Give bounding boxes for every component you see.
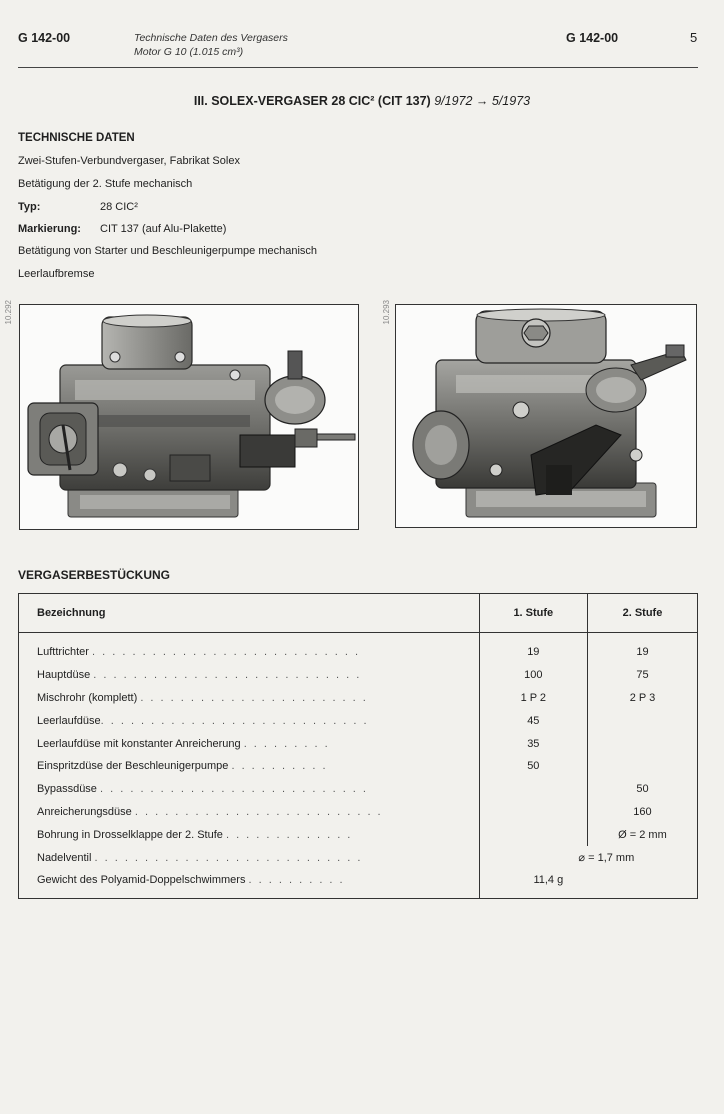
table-row: [19, 664, 698, 687]
row-stage2-value: [587, 755, 697, 778]
table-row: [19, 732, 698, 755]
carburetor-photo-right: [395, 304, 697, 528]
row-stage1-value: 35: [479, 732, 587, 755]
row-label: Anreicherungsdüse: [37, 805, 132, 818]
row-stage1-value: [479, 823, 587, 846]
row-label: Bohrung in Drosselklappe der 2. Stufe: [37, 828, 223, 841]
row-label: Gewicht des Polyamid-Doppelschwimmers: [37, 874, 246, 887]
row-label: Hauptdüse: [37, 669, 91, 682]
header-subtitle: [134, 31, 288, 59]
row-stage2-value: 2 P 3: [629, 691, 656, 704]
header-subtitle-line2: Motor G 10 (1.015 cm³): [134, 46, 244, 58]
row-name: Bypassdüse . . . . . . . . . . . . . . . . . . . . . . . . . . .: [19, 778, 480, 801]
tech-line-4: Leerlaufbremse: [18, 268, 95, 280]
row-stage2-value: Ø = 2 mm: [618, 828, 667, 841]
table-header-row: [19, 594, 698, 633]
column-header-stage1: 1. Stufe: [479, 594, 587, 633]
table-row: [19, 869, 698, 898]
row-stage1-value: 1 P 2: [479, 687, 587, 710]
table-row: [19, 778, 698, 801]
markierung-label: Markierung:: [18, 223, 81, 235]
tech-data-heading: TECHNISCHE DATEN: [18, 132, 135, 144]
carburetor-illustration-right: [396, 305, 696, 527]
markierung-value: CIT 137 (auf Alu-Plakette): [100, 223, 227, 235]
row-stage1-value: 50: [479, 755, 587, 778]
row-label: Lufttrichter: [37, 646, 89, 659]
row-stage1-value: [479, 801, 587, 824]
table-row: [19, 633, 698, 664]
tech-line-2: Betätigung der 2. Stufe mechanisch: [18, 178, 193, 190]
row-stage1-value: 19: [479, 633, 587, 664]
table-row: [19, 823, 698, 846]
table-row: [19, 709, 698, 732]
table-row: [19, 755, 698, 778]
column-header-stage2: 2. Stufe: [587, 594, 697, 633]
document-code-right: G 142-00: [566, 31, 619, 45]
row-name: Leerlaufdüse mit konstanter Anreicherung . . . . . . . . .: [19, 732, 480, 755]
table-heading: VERGASERBESTÜCKUNG: [18, 568, 171, 582]
table-row: [19, 687, 698, 710]
row-stage1-value: [479, 778, 587, 801]
row-stage2-value: 19: [636, 646, 649, 659]
photo-left-id: 10.292: [4, 300, 13, 325]
row-name: Anreicherungsdüse . . . . . . . . . . . . . . . . . . . . . . . . .: [19, 801, 480, 824]
carburetor-photo-left: [19, 304, 359, 530]
photo-right-id: 10.293: [382, 300, 391, 325]
table-row: [19, 801, 698, 824]
tech-line-3: Betätigung von Starter und Beschleunigerpumpe mechanisch: [18, 245, 318, 257]
row-stage2-value: [587, 709, 697, 732]
column-header-bezeichnung: Bezeichnung: [19, 594, 480, 633]
row-label: Leerlaufdüse mit konstanter Anreicherung: [37, 737, 241, 750]
row-stage2-value: 50: [636, 783, 649, 796]
row-stage1-value: 100: [479, 664, 587, 687]
row-stage2-value: [587, 732, 697, 755]
section-title: [0, 94, 724, 108]
row-label: Leerlaufdüse: [37, 714, 101, 727]
header-divider: [18, 67, 698, 68]
typ-label: Typ:: [18, 201, 41, 213]
row-combined-value: ⌀ = 1,7 mm: [578, 852, 635, 865]
row-stage2-value: 160: [633, 805, 652, 818]
row-label: Nadelventil: [37, 851, 92, 864]
row-name: Leerlaufdüse. . . . . . . . . . . . . . . . . . . . . . . . . . .: [19, 709, 480, 732]
section-date-range: 9/1972 → 5/1973: [434, 94, 531, 108]
row-combined-value: 11,4 g: [533, 874, 564, 887]
row-label: Einspritzdüse der Beschleunigerpumpe: [37, 760, 229, 773]
row-name: Bohrung in Drosselklappe der 2. Stufe . . . . . . . . . . . . .: [19, 823, 480, 846]
row-stage2-value: 75: [636, 669, 649, 682]
row-name: Lufttrichter . . . . . . . . . . . . . . . . . . . . . . . . . . .: [19, 633, 480, 664]
page-number: 5: [690, 30, 698, 45]
row-label: Mischrohr (komplett): [37, 691, 138, 704]
row-name: Gewicht des Polyamid-Doppelschwimmers . . . . . . . . . .: [19, 869, 480, 898]
carburetor-equipment-table: [18, 593, 698, 899]
row-name: Einspritzdüse der Beschleunigerpumpe . . . . . . . . . .: [19, 755, 480, 778]
document-code-left: G 142-00: [18, 31, 71, 45]
row-label: Bypassdüse: [37, 783, 97, 796]
section-title-text: III. SOLEX-VERGASER 28 CIC² (CIT 137): [193, 94, 431, 108]
row-name: Nadelventil . . . . . . . . . . . . . . . . . . . . . . . . . . .: [19, 846, 480, 869]
carburetor-illustration-left: [20, 305, 358, 529]
tech-line-1: Zwei-Stufen-Verbundvergaser, Fabrikat Solex: [18, 155, 240, 167]
row-name: Mischrohr (komplett) . . . . . . . . . . . . . . . . . . . . . . .: [19, 687, 480, 710]
typ-value: 28 CIC²: [100, 201, 138, 213]
table-row: [19, 846, 698, 869]
row-name: Hauptdüse . . . . . . . . . . . . . . . . . . . . . . . . . . .: [19, 664, 480, 687]
row-stage1-value: 45: [479, 709, 587, 732]
header-subtitle-line1: Technische Daten des Vergasers: [134, 32, 288, 44]
